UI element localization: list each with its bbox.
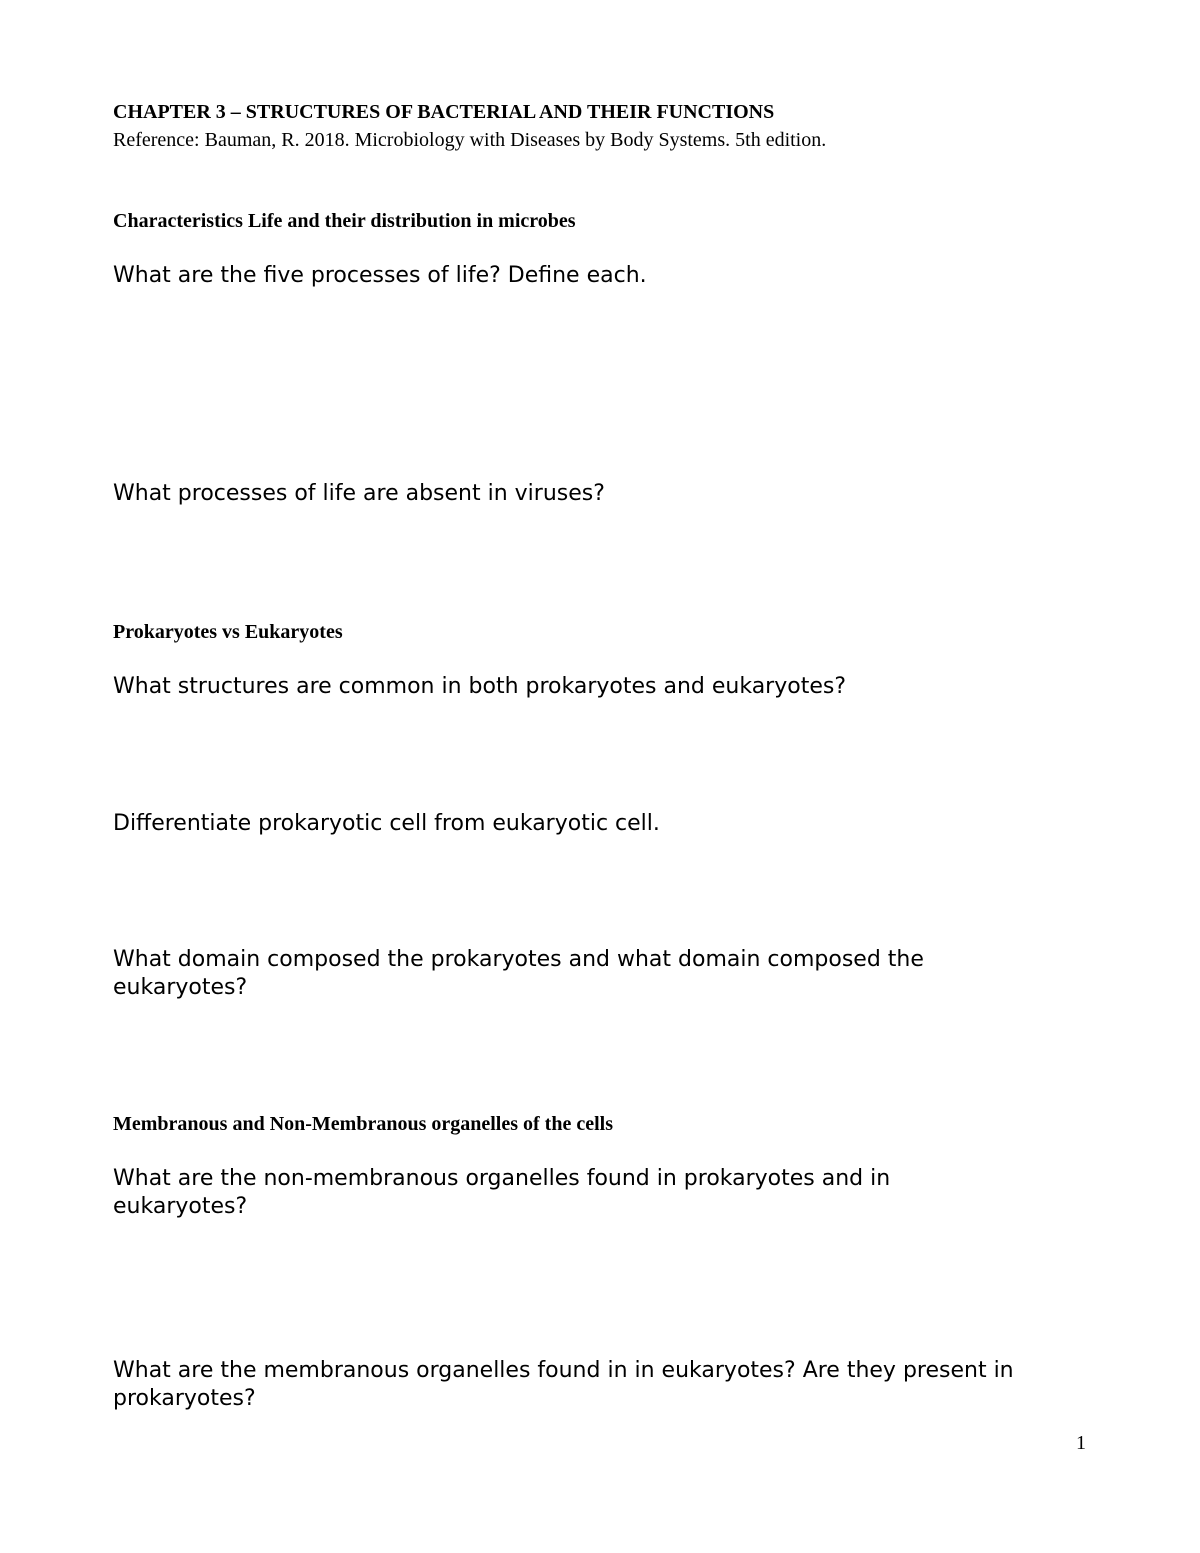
question-absent-in-viruses: What processes of life are absent in viruses? bbox=[113, 481, 605, 506]
question-non-membranous-organelles: What are the non-membranous organelles found in prokaryotes and in eukaryotes? bbox=[113, 1166, 891, 1219]
reference-line: Reference: Bauman, R. 2018. Microbiology with Diseases by Body Systems. 5th edition. bbox=[113, 129, 827, 151]
question-differentiate-cells: Differentiate prokaryotic cell from eukaryotic cell. bbox=[113, 811, 660, 836]
question-domains: What domain composed the prokaryotes and what domain composed the eukaryotes? bbox=[113, 947, 924, 1000]
section-heading-characteristics: Characteristics Life and their distribution in microbes bbox=[113, 210, 576, 232]
question-common-structures: What structures are common in both prokaryotes and eukaryotes? bbox=[113, 674, 846, 699]
document-title: CHAPTER 3 – STRUCTURES OF BACTERIAL AND THEIR FUNCTIONS bbox=[113, 101, 775, 123]
question-five-processes: What are the five processes of life? Define each. bbox=[113, 263, 647, 288]
question-membranous-organelles: What are the membranous organelles found in in eukaryotes? Are they present in prokaryotes? bbox=[113, 1358, 1014, 1411]
page-number: 1 bbox=[1076, 1432, 1086, 1454]
section-heading-organelles: Membranous and Non-Membranous organelles of the cells bbox=[113, 1113, 613, 1135]
section-heading-prokaryotes-vs-eukaryotes: Prokaryotes vs Eukaryotes bbox=[113, 621, 343, 643]
